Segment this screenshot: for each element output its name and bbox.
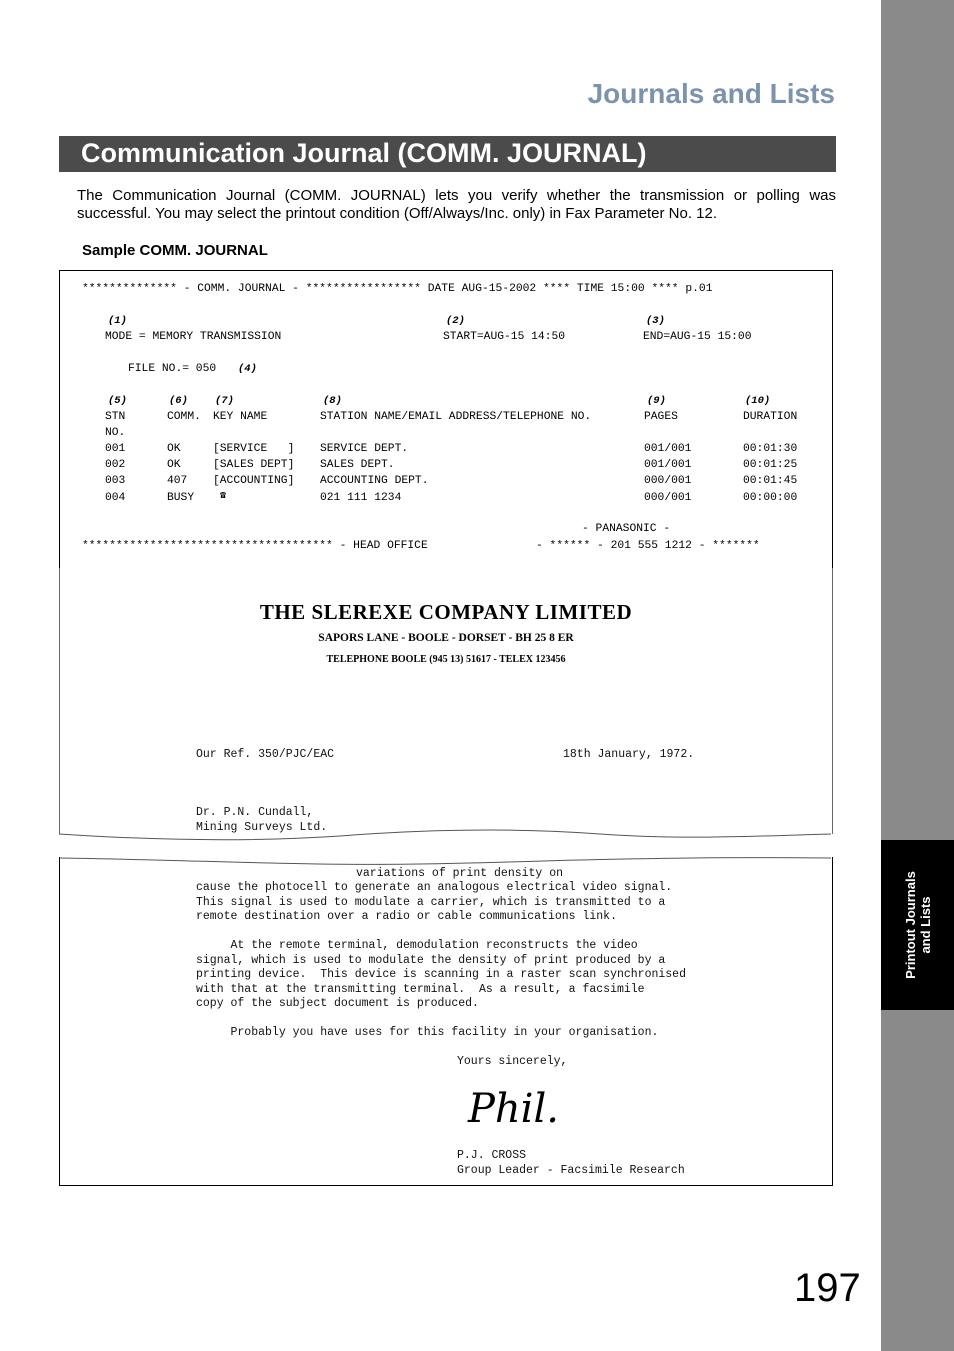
marker-5: (5) xyxy=(108,395,127,407)
journal-printout xyxy=(59,270,833,569)
row-3-duration: 00:01:45 xyxy=(743,475,798,487)
marker-2: (2) xyxy=(446,315,465,327)
row-2-key: [SALES DEPT] xyxy=(213,459,295,471)
col-comm: COMM. xyxy=(167,411,201,423)
row-4-comm: BUSY xyxy=(167,492,195,504)
letter-body-partial: variations of print density on xyxy=(356,867,564,880)
col-duration: DURATION xyxy=(743,411,798,423)
letter-addressee1: Dr. P.N. Cundall, xyxy=(196,806,314,819)
signer-name: P.J. CROSS xyxy=(457,1149,527,1162)
letter-body-line: Probably you have uses for this facility in your organisation. xyxy=(196,1026,659,1039)
journal-end: END=AUG-15 15:00 xyxy=(643,331,752,343)
sample-label: Sample COMM. JOURNAL xyxy=(82,242,268,259)
letter-body-line: copy of the subject document is produced. xyxy=(196,997,479,1010)
marker-8: (8) xyxy=(323,395,342,407)
letter-our-ref: Our Ref. 350/PJC/EAC xyxy=(196,748,335,761)
row-2-station: SALES DEPT. xyxy=(320,459,395,471)
row-4-pages: 000/001 xyxy=(644,492,692,504)
letter-address: SAPORS LANE - BOOLE - DORSET - BH 25 8 ER xyxy=(318,632,574,644)
row-4-duration: 00:00:00 xyxy=(743,492,798,504)
row-2-duration: 00:01:25 xyxy=(743,459,798,471)
journal-start: START=AUG-15 14:50 xyxy=(443,331,566,343)
row-1-key: [SERVICE ] xyxy=(213,443,295,455)
row-3-stn: 003 xyxy=(105,475,126,487)
row-3-pages: 000/001 xyxy=(644,475,692,487)
marker-7: (7) xyxy=(215,395,234,407)
col-pages: PAGES xyxy=(644,411,678,423)
row-3-station: ACCOUNTING DEPT. xyxy=(320,475,429,487)
letter-body-line: with that at the transmitting terminal. As a result, a facsimile xyxy=(196,982,645,996)
row-2-stn: 002 xyxy=(105,459,126,471)
col-key-name: KEY NAME xyxy=(213,411,268,423)
letter-body-line: printing device. This device is scanning in a raster scan synchronised xyxy=(196,968,686,981)
page-edge-bar xyxy=(881,0,954,1351)
marker-9: (9) xyxy=(647,395,666,407)
letter-date: 18th January, 1972. xyxy=(563,748,695,761)
marker-4: (4) xyxy=(238,363,257,375)
letter-closing: Yours sincerely, xyxy=(457,1055,568,1068)
col-stn-no: NO. xyxy=(105,427,126,439)
page-title: Communication Journal (COMM. JOURNAL) xyxy=(81,138,647,168)
row-3-comm: 407 xyxy=(167,475,188,487)
row-4-stn: 004 xyxy=(105,492,126,504)
letter-addressee2: Mining Surveys Ltd. xyxy=(196,821,328,834)
letter-bottom xyxy=(59,857,833,1186)
letter-body-line: At the remote terminal, demodulation reconstructs the video xyxy=(196,939,638,952)
row-1-pages: 001/001 xyxy=(644,443,692,455)
telephone-icon: ☎ xyxy=(220,491,227,502)
journal-footer-left: ************************************* - HEAD OFFICE xyxy=(82,540,428,552)
row-3-key: [ACCOUNTING] xyxy=(213,475,295,487)
chapter-tab-line2: and Lists xyxy=(917,896,933,954)
col-station: STATION NAME/EMAIL ADDRESS/TELEPHONE NO. xyxy=(320,411,592,423)
row-4-station: 021 111 1234 xyxy=(320,492,402,504)
signature: Phil. xyxy=(468,1086,559,1132)
journal-brand: - PANASONIC - xyxy=(582,523,671,535)
col-stn: STN xyxy=(105,411,126,423)
journal-mode: MODE = MEMORY TRANSMISSION xyxy=(105,331,282,343)
marker-6: (6) xyxy=(169,395,188,407)
journal-footer-right: - ****** - 201 555 1212 - ******* xyxy=(536,540,760,552)
row-2-comm: OK xyxy=(167,459,181,471)
page-number: 197 xyxy=(794,1266,861,1310)
marker-10: (10) xyxy=(745,395,771,407)
journal-header-line: ************** - COMM. JOURNAL - ***************** DATE AUG-15-2002 **** TIME 15:00 **** p.01 xyxy=(82,283,713,295)
section-title: Journals and Lists xyxy=(587,78,835,109)
letter-company: THE SLEREXE COMPANY LIMITED xyxy=(259,600,633,624)
journal-file-no: FILE NO.= 050 xyxy=(128,363,217,375)
row-1-duration: 00:01:30 xyxy=(743,443,798,455)
letter-top xyxy=(59,568,833,834)
signer-title: Group Leader - Facsimile Research xyxy=(457,1164,685,1177)
row-2-pages: 001/001 xyxy=(644,459,692,471)
letter-body-line: cause the photocell to generate an analogous electrical video signal. xyxy=(196,881,673,894)
chapter-tab-line1: Printout Journals xyxy=(902,871,918,979)
letter-phone: TELEPHONE BOOLE (945 13) 51617 - TELEX 123456 xyxy=(326,654,566,665)
row-1-comm: OK xyxy=(167,443,181,455)
row-1-stn: 001 xyxy=(105,443,126,455)
letter-body-line: remote destination over a radio or cable communications link. xyxy=(196,910,617,923)
marker-1: (1) xyxy=(108,315,127,327)
intro-paragraph: The Communication Journal (COMM. JOURNAL) lets you verify whether the transmission or polling was successful. You may select the printout condition (Off/Always/Inc. only) in Fax Parameter No. 12. xyxy=(77,187,836,222)
letter-body-line: This signal is used to modulate a carrier, which is transmitted to a xyxy=(196,895,666,909)
marker-3: (3) xyxy=(646,315,665,327)
title-bar xyxy=(59,136,836,172)
row-1-station: SERVICE DEPT. xyxy=(320,443,409,455)
letter-body-line: signal, which is used to modulate the density of print produced by a xyxy=(196,953,666,967)
